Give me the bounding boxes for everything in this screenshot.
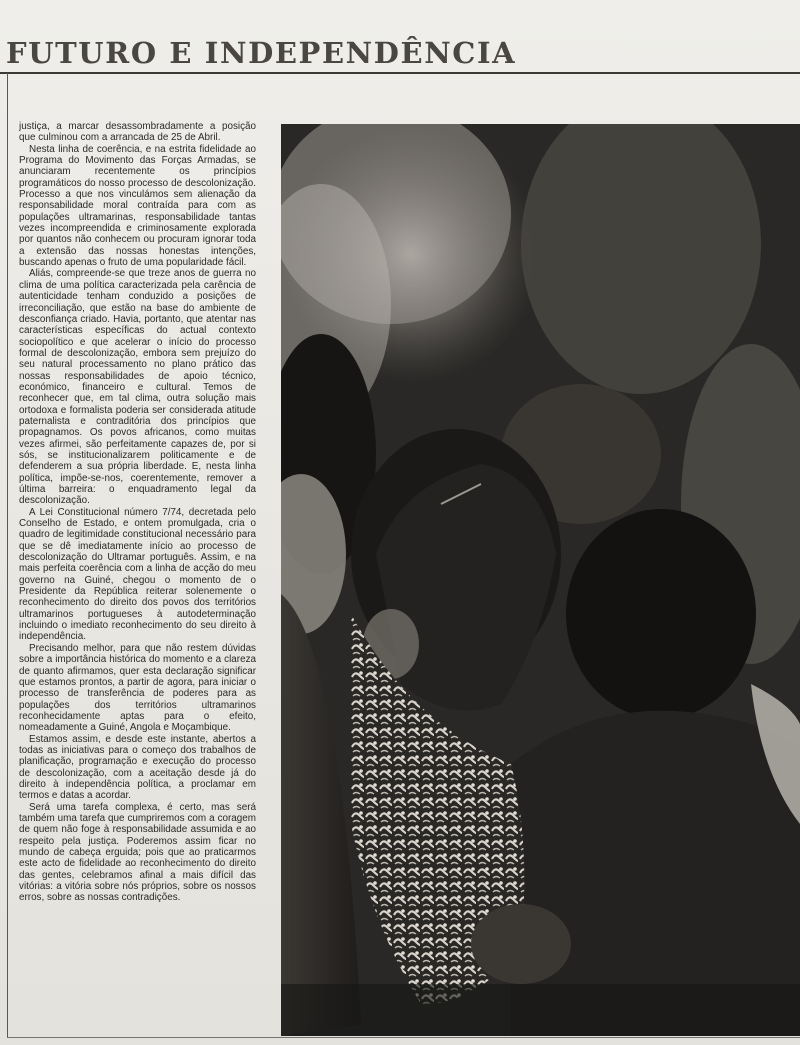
left-border-rule <box>7 73 8 1038</box>
paragraph-6: Estamos assim, e desde este instante, abertos a todas as iniciativas para o começo dos trabalhos de planificação, programação e execução do processo de descolonização, com a aceitação desde já do direito à independência política, a proclamar em termos e datas a acordar. <box>19 733 256 802</box>
paragraph-5: Precisando melhor, para que não restem dúvidas sobre a importância histórica do momento e a clareza de quanto afirmamos, quer esta declaração significar que estamos prontos, a partir de agora, para iniciar o processo de transferência de poderes para as populações dos territórios ultramarinos reconhecidamente aptas para o efeito, nomeadamente a Guiné, Angola e Moçambique. <box>19 642 256 734</box>
article-title: FUTURO E INDEPENDÊNCIA <box>6 36 517 70</box>
paragraph-7: Será uma tarefa complexa, é certo, mas será também uma tarefa que cumpriremos com a coragem de quem não foge à responsabilidade assumida e ao respeito pela justiça. Poderemos assim ficar no mundo de cabeça erguida; pois que ao praticarmos este acto de fidelidade ao reconhecimento do direito das gentes, celebramos afinal a mais difícil das vitórias: a vitória sobre nós próprios, sobre os nossos erros, sobre as nossas contradições. <box>19 801 256 904</box>
paragraph-4: A Lei Constitucional número 7/74, decretada pelo Conselho de Estado, e ontem promulgada, cria o quadro de legitimidade constitucional necessário para que se dê imediatamente início ao processo de descolonização do Ultramar português. Assim, e na mais perfeita coerência com a linha de acção do meu governo na Guiné, chegou o momento de o Presidente da República reiterar solenemente o reconhecimento do direito dos povos dos territórios ultramarinos portugueses à autodeterminação incluindo o imediato reconhecimento do seu direito à independência. <box>19 506 256 643</box>
photo-illustration <box>281 124 800 1036</box>
paragraph-3: Aliás, compreende-se que treze anos de guerra no clima de uma política caracterizada pela carência de autenticidade tenham conduzido a posições de irreconciliação, que estão na base do ambiente de desconfiança criado. Havia, portanto, que atentar nas características específicas do actual contexto sociopolítico e que acelerar o início do processo formal de descolonização, embora sem prejuízo do seu natural processamento no plano prático das nossas responsabilidades de apoio técnico, económico, financeiro e cultural. Temos de reconhecer que, em tal clima, outra solução mais ortodoxa e formalista poderia ser considerada atitude paternalista e contraditória dos princípios que propagnamos. Os povos africanos, como muitas vezes afirmei, são perfeitamente capazes de, por si sós, se institucionalizarem politicamente e de defenderem a sua própria liberdade. E, nesta linha política, impõe-se-nos, coerentemente, remover a última barreira: o enquadramento legal da descolonização. <box>19 268 256 507</box>
article-body <box>19 121 256 1036</box>
bottom-border-rule <box>7 1037 800 1038</box>
title-rule <box>0 72 800 74</box>
paragraph-2: Nesta linha de coerência, e na estrita fidelidade ao Programa do Movimento das Forças Armadas, se anunciaram recentemente os princípios programáticos do nosso processo de descolonização. Processo a que nos vinculámos sem alienação da responsabilidade moral contraída para com as populações ultramarinas, responsabilidade tantas vezes incompreendida e criminosamente explorada por quantos não conhecem ou procuram ignorar toda a extensão das nossas honestas intenções, buscando apenas o fruto de uma popularidade fácil. <box>19 143 256 269</box>
crowd-photograph <box>281 124 800 1036</box>
paragraph-1: justiça, a marcar desassombradamente a posição que culminou com a arrancada de 25 de Abril. <box>19 121 256 144</box>
